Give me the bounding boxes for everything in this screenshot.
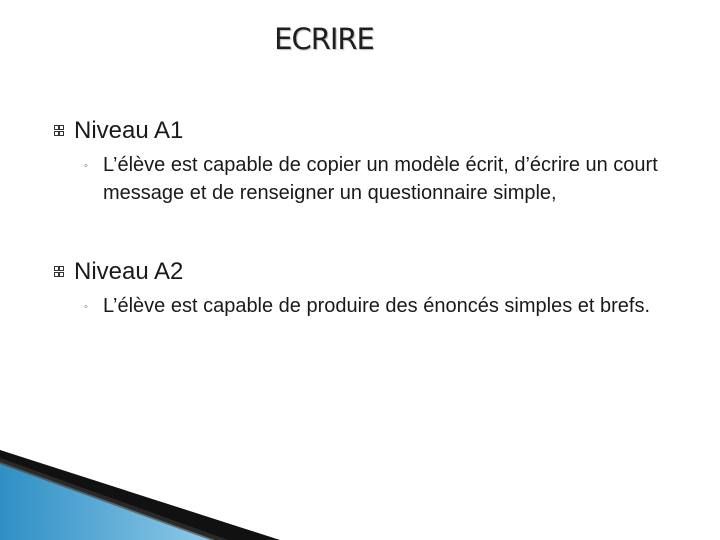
- section-heading: Niveau A1: [74, 117, 184, 144]
- section-heading: Niveau A2: [74, 258, 184, 285]
- section-niveau-a2: [0, 255, 720, 320]
- section-heading-row: [0, 114, 720, 150]
- sub-bullet-item: [0, 151, 720, 207]
- corner-decoration: [0, 450, 720, 540]
- section-niveau-a1: [0, 114, 720, 207]
- sub-bullet-item: [0, 292, 720, 320]
- checkbox-square-icon: [54, 125, 64, 137]
- sub-bullet-text: L’élève est capable de produire des énoncés simples et brefs.: [103, 295, 651, 317]
- sub-bullet-text: L’élève est capable de copier un modèle écrit, d’écrire un court message et de renseigner un questionnaire simple,: [103, 154, 658, 204]
- checkbox-square-icon: [54, 266, 64, 278]
- slide-title: ECRIRE: [274, 22, 374, 56]
- ring-icon: ◦: [84, 301, 88, 313]
- section-heading-row: [0, 255, 720, 291]
- ring-icon: ◦: [84, 160, 88, 172]
